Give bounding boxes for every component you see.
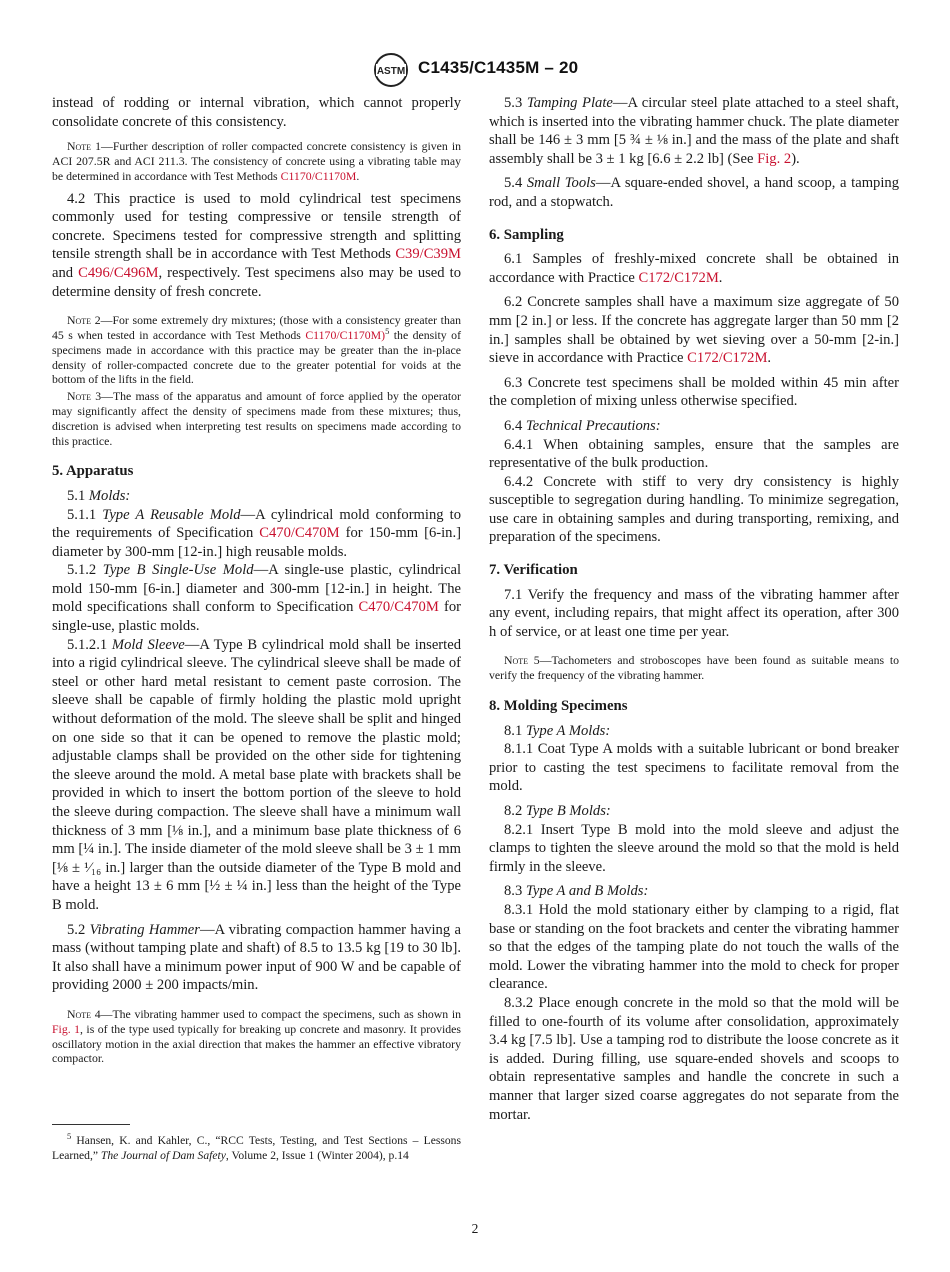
right-column <box>489 94 899 1124</box>
paragraph-8-1: 8.1 Type A Molds: <box>504 722 611 739</box>
section-5-heading: 5. Apparatus <box>52 463 134 480</box>
section-6-heading: 6. Sampling <box>489 226 564 243</box>
paragraph-6-3: 6.3 Concrete test specimens shall be molded within 45 min after the completion of mixing unless otherwise specified. <box>489 374 899 410</box>
paragraph-5-1: 5.1 Molds: <box>67 487 131 504</box>
paragraph-4-1-continued: instead of rodding or internal vibration, which cannot properly consolidate concrete of this consistency. <box>52 95 461 130</box>
paragraph-5-1-1: 5.1.1 Type A Reusable Mold—A cylindrical mold conforming to the requirements of Specification C470/C470M for 150-mm [6-in.] diameter by 300-mm [12-in.] high reusable molds. <box>52 506 461 560</box>
link-c172-2[interactable]: C172/C172M <box>687 350 768 367</box>
note-1: Note 1—Further description of roller compacted concrete consistency is given in ACI 207.5R and ACI 211.3. The consistency of concrete using a vibrating table may be determined in accordance with Test Methods C1170/C1170M. <box>52 139 461 183</box>
note-2: Note 2—For some extremely dry mixtures; (those with a consistency greater than 45 s when tested in accordance with Test Methods C1170/C1170M)$^5$ the density of specimens made in accordance with this practice may be greater than the in-place density of roller-compacted concrete due to the greater potential for voids at the bottom of the lifts in the field. <box>52 313 461 387</box>
page-number: 2 <box>471 1221 479 1236</box>
link-c1170-note2[interactable]: C1170/C1170M) <box>305 327 386 342</box>
link-fig-2[interactable]: Fig. 2 <box>757 150 792 167</box>
document-id: C1435/C1435M – 20 <box>418 58 579 77</box>
paragraph-8-3-2: 8.3.2 Place enough concrete in the mold so that the mold will be filled to one-fourth of its volume after consolidation, approximately 3.4 kg [7.5 lb]. Use a tamping rod to distribute the loose concrete as it is added. During filling, use square-ended shovels and scoops to obtain representative samples and handle the concrete in such a manner that larger sized coarse aggregates do not separate from the mortar. <box>489 994 899 1123</box>
link-c172[interactable]: C172/C172M <box>638 269 719 286</box>
paragraph-8-3-1: 8.3.1 Hold the mold stationary either by clamping to a rigid, flat base or standing on the foot brackets and center the vibrating hammer so that the edges of the tamping plate do not touch the walls of the mold. Lower the vibrating hammer into the mold to check for proper clearance. <box>489 901 899 993</box>
paragraph-6-2: 6.2 Concrete samples shall have a maximum size aggregate of 50 mm [2 in.] or less. If the concrete has aggregate larger than 50 mm [2 in.] samples shall be obtained by wet sieving over a 50-mm [2-in.] sieve in accordance with Practice C172/C172M. <box>489 294 899 367</box>
section-7-heading: 7. Verification <box>489 562 578 579</box>
paragraph-6-1: 6.1 Samples of freshly-mixed concrete shall be obtained in accordance with Practice C172/C172M. <box>489 251 899 286</box>
note-3: Note 3—The mass of the apparatus and amount of force applied by the operator may significantly affect the density of specimens made from these mixtures; thus, discretion is advised when interpreting test results on specimens made according to this practice. <box>52 389 461 448</box>
link-c470-2[interactable]: C470/C470M <box>358 599 439 616</box>
paragraph-6-4-2: 6.4.2 Concrete with stiff to very dry consistency is highly susceptible to segregation during handling. To minimize segregation, use care in obtaining samples and during transporting, remixing, and preparation of the specimens. <box>489 473 899 546</box>
page-header <box>0 52 950 88</box>
section-8-heading: 8. Molding Specimens <box>489 698 628 715</box>
paragraph-8-2: 8.2 Type B Molds: <box>504 803 611 819</box>
link-c1170[interactable]: C1170/C1170M <box>280 168 357 183</box>
astm-logo-text: ASTM <box>376 66 406 77</box>
footnote-ref-5: 5 <box>385 326 390 337</box>
paragraph-4-2: 4.2 This practice is used to mold cylindrical test specimens commonly used for testing compressive or tensile strength of concrete. Specimens tested for compressive strength and splitting tensile strength shall be in accordance with Test Methods C39/C39M and C496/C496M, respectively. Test specimens also may be used to determine density of fresh concrete. <box>52 190 461 300</box>
paragraph-7-1: 7.1 Verify the frequency and mass of the vibrating hammer after any event, including repairs, that might affect its operation, after 300 h of service, or at least one time per year. <box>489 586 899 640</box>
paragraph-5-4: 5.4 Small Tools—A square-ended shovel, a hand scoop, a tamping rod, and a stopwatch. <box>489 175 899 210</box>
paragraph-6-4: 6.4 Technical Precautions: <box>504 417 661 434</box>
paragraph-5-2: 5.2 Vibrating Hammer—A vibrating compaction hammer having a mass (without tamping plate and shaft) of 8.5 to 13.5 kg [19 to 30 lb]. It also shall have a minimum power input of 900 W and be capable of providing 2000 ± 200 impacts/min. <box>52 921 462 994</box>
footnote-divider <box>52 1124 130 1125</box>
paragraph-8-1-1: 8.1.1 Coat Type A molds with a suitable lubricant or bond breaker prior to casting the test specimens to facilitate removal from the mold. <box>489 741 899 795</box>
link-c470[interactable]: C470/C470M <box>259 525 340 542</box>
paragraph-8-2-1: 8.2.1 Insert Type B mold into the mold sleeve and adjust the clamps to tighten the sleeve around the mold so that the mold is held firmly in the sleeve. <box>489 821 899 875</box>
paragraph-8-3: 8.3 Type A and B Molds: <box>504 883 649 900</box>
paragraph-5-3: 5.3 Tamping Plate—A circular steel plate attached to a steel shaft, which is inserted into the vibrating hammer chuck. The plate diameter shall be 146 ± 3 mm [5 ¾ ± ⅛ in.] and the mass of the plate and shaft assembly shall be 3 ± 1 kg [6.6 ± 2.2 lb] (See Fig. 2). <box>489 95 900 167</box>
link-c39[interactable]: C39/C39M <box>395 246 461 263</box>
link-c496[interactable]: C496/C496M <box>78 264 159 281</box>
paragraph-5-1-2: 5.1.2 Type B Single-Use Mold—A single-use plastic, cylindrical mold 150-mm [6-in.] diameter and 300-mm [12-in.] in height. The mold specifications shall conform to Specification C470/C470M for single-use, plastic molds. <box>52 562 462 635</box>
paragraph-5-1-2-1: 5.1.2.1 Mold Sleeve—A Type B cylindrical mold shall be inserted into a rigid cylindrical sleeve. The cylindrical sleeve shall be made of steel or other hard metal resistant to cement paste corrosion. The sleeve shall be capable of firmly holding the plastic mold upright without deformation of the mold. The sleeve shall be split and hinged on one side so that it can be opened to remove the plastic mold; adjustable clamps shall be provided on the other side for tightening the sleeve around the mold. A metal base plate with brackets shall be provided in which to insert the bottom portion of the sleeve to hold the sleeve during compaction. The sleeve shall have a minimum wall thickness of 3 mm [⅛ in.], and a minimum base plate thickness of 6 mm [¼ in.]. The inside diameter of the mold sleeve shall be 3 ± 1 mm [⅛ ± ¹⁄₁₆ in.] larger than the outside diameter of the Type B mold and have a height 13 ± 6 mm [½ ± ¼ in.] less than the height of the Type B mold. <box>52 636 461 913</box>
footnote-5: $^5$ Hansen, K. and Kahler, C., “RCC Tests, Testing, and Test Sections – Lessons Learned,” The Journal of Dam Safety, Volume 2, Issue 1 (Winter 2004), p.14 <box>52 1131 461 1162</box>
left-column <box>52 94 461 1066</box>
note-4: Note 4—The vibrating hammer used to compact the specimens, such as shown in Fig. 1, is of the type used typically for breaking up concrete and masonry. It provides oscillatory motion in the axial direction that makes the hammer an effective vibratory compactor. <box>52 1006 462 1066</box>
note-5: Note 5—Tachometers and stroboscopes have been found as suitable means to verify the frequency of the vibrating hammer. <box>489 653 899 683</box>
astm-logo-icon <box>372 52 410 88</box>
link-fig-1[interactable]: Fig. 1 <box>52 1021 81 1036</box>
paragraph-6-4-1: 6.4.1 When obtaining samples, ensure that the samples are representative of the bulk production. <box>489 436 899 472</box>
